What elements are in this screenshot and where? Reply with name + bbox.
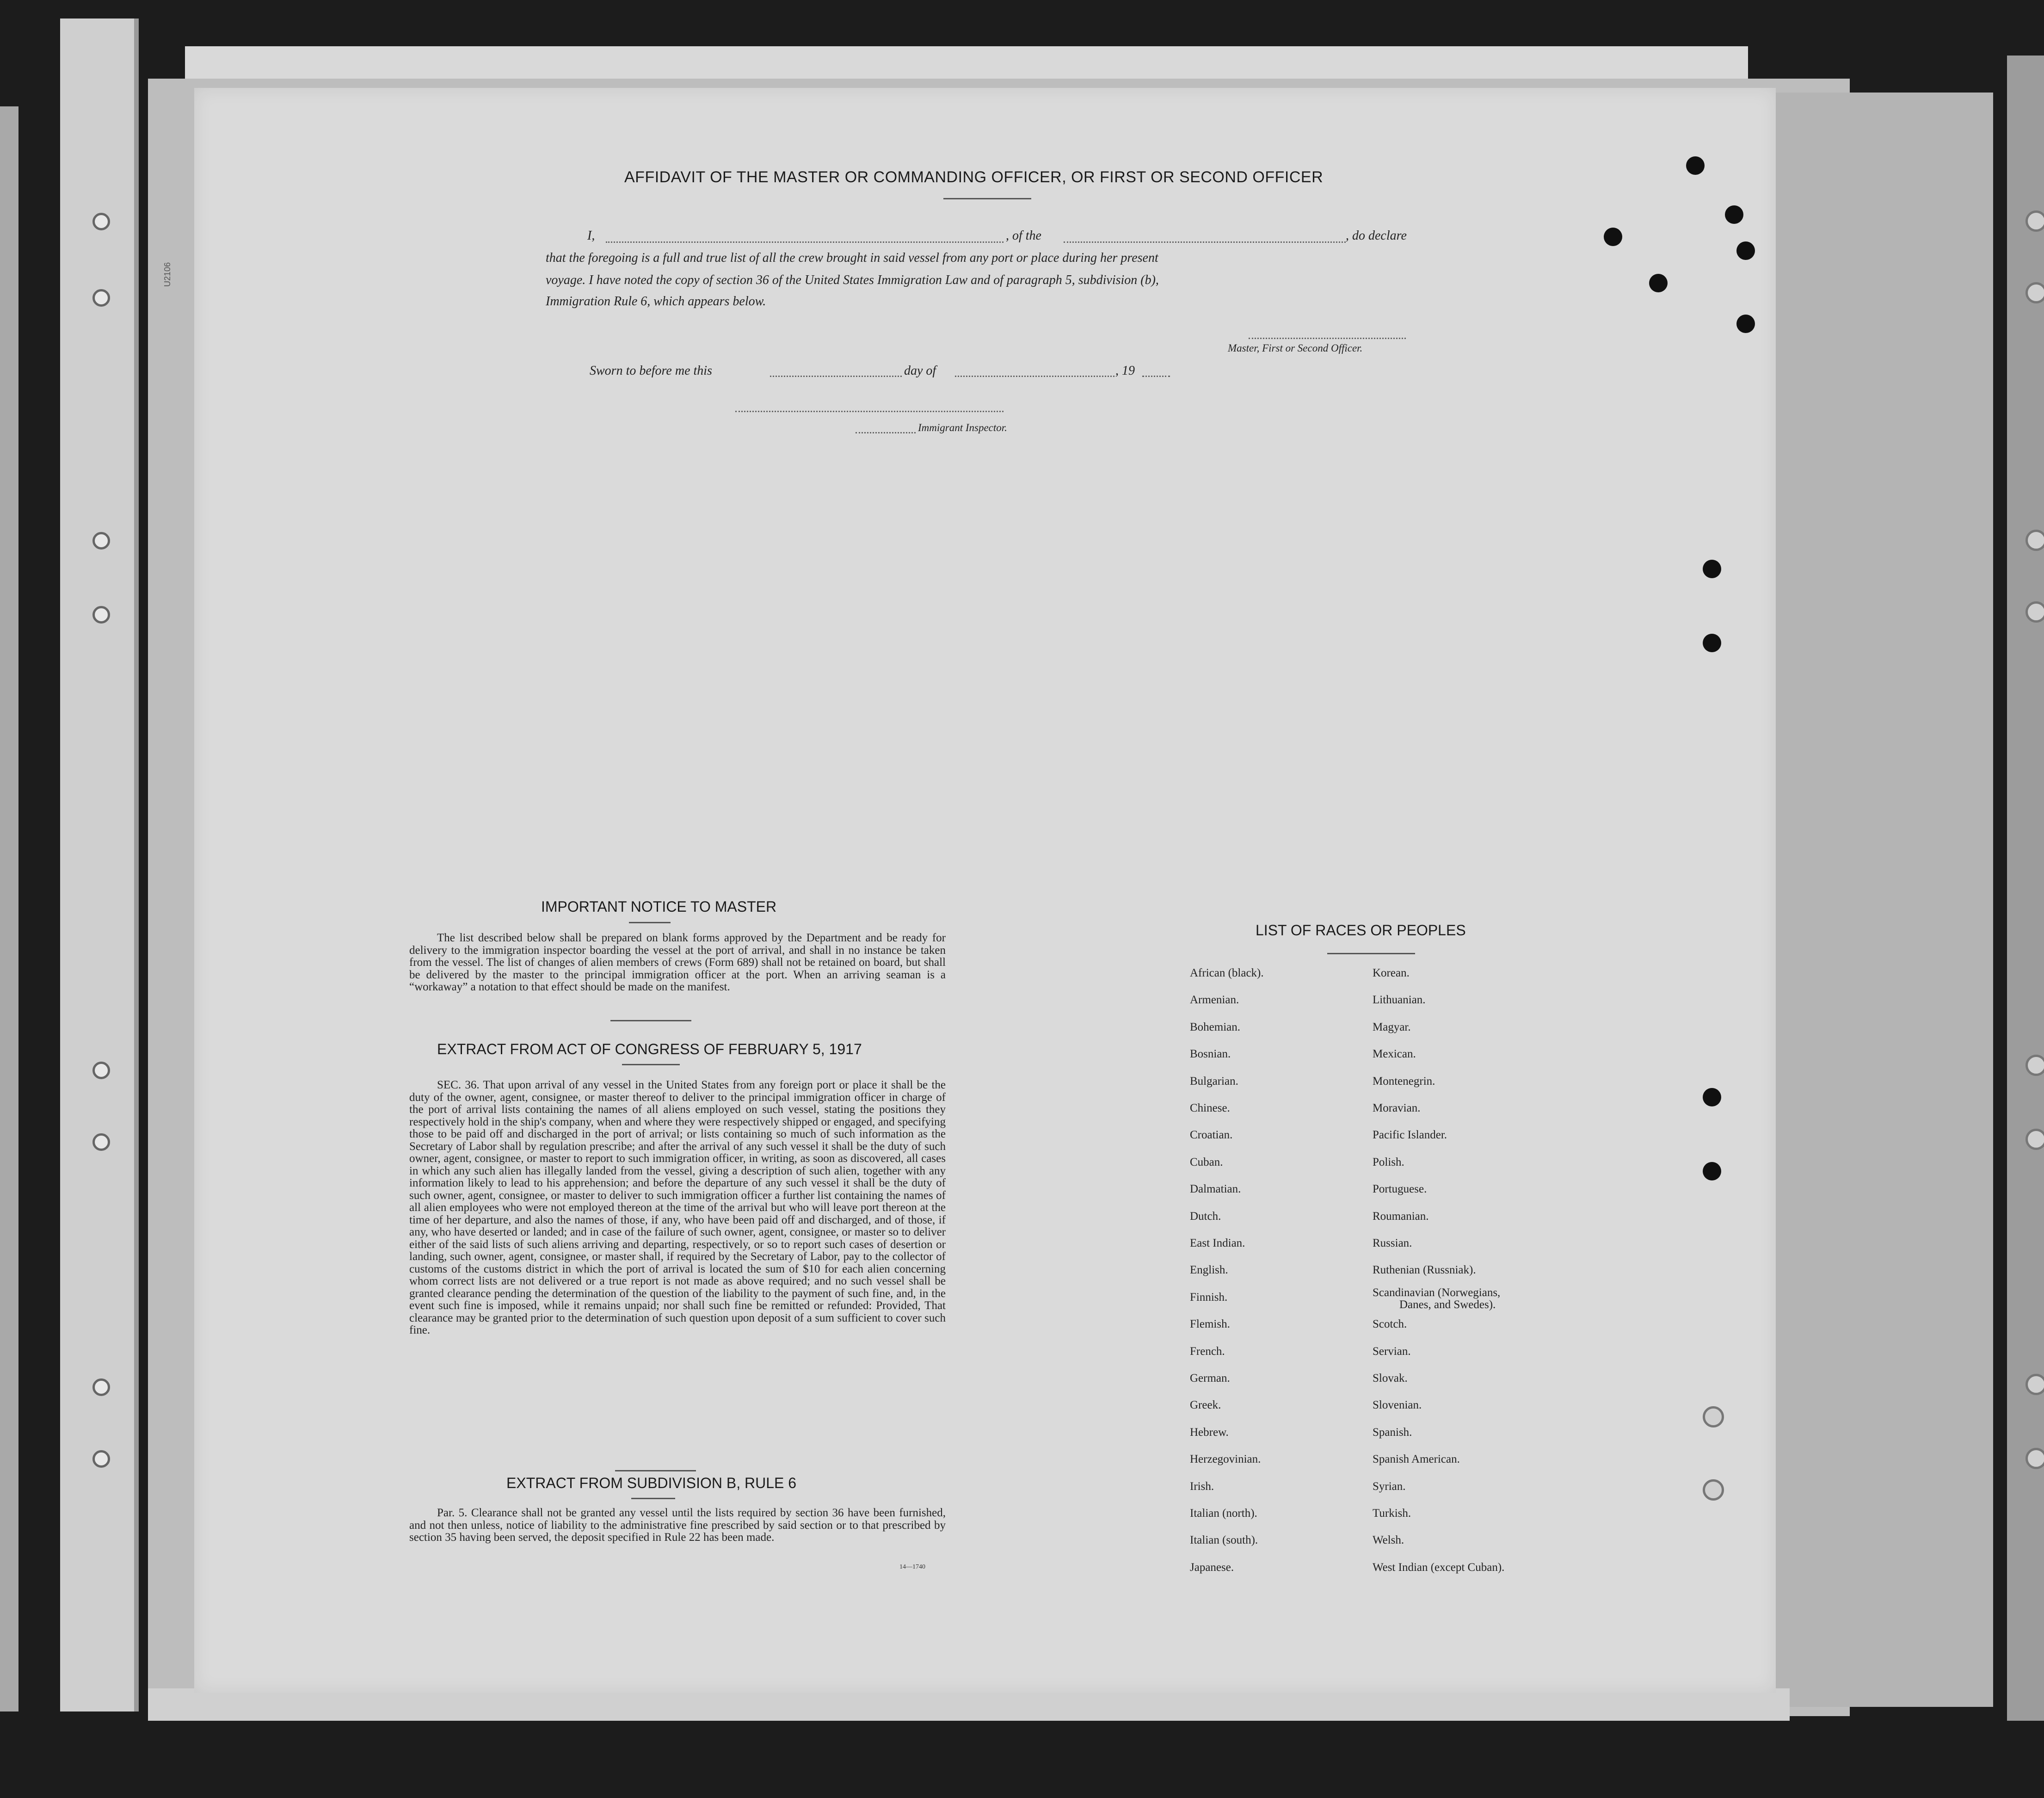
punch-hole-icon [1703, 1162, 1721, 1180]
race-item: Roumanian. [1373, 1210, 1429, 1223]
race-item: African (black). [1190, 967, 1264, 979]
race-item: Irish. [1190, 1480, 1214, 1493]
race-item: Herzegovinian. [1190, 1453, 1261, 1466]
binder-hole-icon [2026, 601, 2044, 623]
race-item: Armenian. [1190, 994, 1239, 1007]
race-item: Greek. [1190, 1399, 1221, 1412]
race-item: Flemish. [1190, 1318, 1230, 1331]
inspector-signature-field[interactable] [735, 411, 1004, 412]
binder-hole-icon [2026, 1448, 2044, 1469]
signature-field[interactable] [1249, 338, 1406, 339]
rule-title: EXTRACT FROM SUBDIVISION B, RULE 6 [506, 1475, 797, 1491]
race-item: Moravian. [1373, 1102, 1421, 1114]
notice-paragraph: The list described below shall be prepared on blank forms approved by the Department and be ready for delivery to the immigration inspector boarding the vessel at the port of arrival, and shall in no instance be taken from the vessel. The list of changes of alien members of crews (Form 689) shall not be retained on board, but shall be delivered by the master to the principal immigration officer at the port. When an arriving seaman is a “workaway” a notation to that effect should be made on the manifest. [409, 932, 946, 993]
day-of-label: day of [904, 364, 936, 378]
punch-hole-icon [1703, 560, 1721, 578]
notice-body [409, 932, 946, 994]
race-item: Mexican. [1373, 1048, 1416, 1061]
sworn-month-field[interactable] [955, 376, 1114, 377]
binder-hole-icon [2026, 1129, 2044, 1150]
left-binder-strip [0, 106, 18, 1711]
race-item: Slovak. [1373, 1372, 1408, 1384]
punch-hole-icon [1686, 156, 1705, 175]
affidavit-i: I, [587, 229, 595, 243]
race-item: Italian (north). [1190, 1507, 1257, 1520]
race-item: Cuban. [1190, 1155, 1223, 1168]
race-item: Spanish American. [1373, 1453, 1460, 1466]
races-title: LIST OF RACES OR PEOPLES [1256, 922, 1466, 939]
race-item: Japanese. [1190, 1561, 1234, 1574]
punch-hole-icon [1703, 1406, 1724, 1427]
punch-hole-icon [1703, 634, 1721, 652]
binder-hole-icon [2026, 1374, 2044, 1395]
rule-rule [631, 1498, 675, 1499]
binder-hole-icon [2026, 530, 2044, 551]
binder-hole-icon [92, 1378, 110, 1396]
race-item: Lithuanian. [1373, 994, 1426, 1007]
race-item: Dutch. [1190, 1210, 1221, 1223]
sworn-day-field[interactable] [770, 376, 902, 377]
rule-body [409, 1507, 946, 1544]
affidavit-of-the: , of the [1006, 229, 1041, 243]
affidavit-line-2: that the foregoing is a full and true list of all the crew brought in said vessel from any port or place during her present [546, 251, 1158, 265]
race-item: Bohemian. [1190, 1020, 1241, 1033]
affidavit-line-4: Immigration Rule 6, which appears below. [546, 294, 766, 309]
year-label: , 19 [1115, 364, 1135, 378]
race-item: Turkish. [1373, 1507, 1411, 1520]
document-page [194, 88, 1776, 1693]
notice-rule [629, 922, 671, 923]
act-title: EXTRACT FROM ACT OF CONGRESS OF FEBRUARY 5, 1917 [437, 1041, 862, 1057]
binder-hole-icon [92, 289, 110, 307]
race-item: East Indian. [1190, 1237, 1245, 1249]
race-item: Spanish. [1373, 1426, 1412, 1439]
race-item: Portuguese. [1373, 1183, 1427, 1196]
inspector-caption: Immigrant Inspector. [918, 422, 1007, 433]
race-item: Hebrew. [1190, 1426, 1229, 1439]
affidavit-line-3: voyage. I have noted the copy of section 36 of the United States Immigration Law and of paragraph 5, subdivision (b), [546, 273, 1159, 287]
punch-hole-icon [1736, 315, 1755, 333]
stacked-pages-bottom [148, 1688, 1790, 1721]
race-item: Slovenian. [1373, 1399, 1422, 1412]
right-binder-board [1771, 93, 1993, 1707]
race-item-continuation: Danes, and Swedes). [1399, 1298, 1496, 1311]
race-item: Pacific Islander. [1373, 1129, 1447, 1142]
races-rule [1327, 953, 1415, 954]
race-item: Finnish. [1190, 1291, 1228, 1304]
race-item: Bulgarian. [1190, 1075, 1238, 1087]
section-rule [615, 1470, 696, 1471]
binder-hole-icon [92, 1062, 110, 1079]
binder-hole-icon [92, 1450, 110, 1468]
rule-paragraph: Par. 5. Clearance shall not be granted any vessel until the lists required by section 36 have been furnished, and not then unless, notice of liability to the administrative fine prescribed by said section or to that prescribed by section 35 having been served, the deposit specified in Rule 22 has been made. [409, 1507, 946, 1544]
race-item: Italian (south). [1190, 1534, 1258, 1547]
notice-title: IMPORTANT NOTICE TO MASTER [541, 898, 777, 915]
binder-hole-icon [2026, 1055, 2044, 1076]
race-item: Montenegrin. [1373, 1075, 1435, 1087]
race-item: Magyar. [1373, 1020, 1411, 1033]
form-number: 14—1740 [899, 1563, 925, 1570]
name-field[interactable] [606, 241, 1004, 243]
sworn-label: Sworn to before me this [590, 364, 712, 378]
act-paragraph: SEC. 36. That upon arrival of any vessel in the United States from any foreign port or place it shall be the duty of the owner, agent, consignee, or master thereof to deliver to the principal immigration officer in charge of the port of arrival lists containing the names of all aliens employed on such vessel, stating the positions they respectively hold in the ship's company, when and where they were respectively shipped or engaged, and specifying those to be paid off and discharged in the port of arrival; or lists containing so much of such information as the Secretary of Labor shall by regulation prescribe; and after the arrival of any such vessel it shall be the duty of such owner, agent, consignee, or master to report to such immigration officer, in writing, as soon as discovered, all cases in which any such alien has illegally landed from the vessel, giving a description of such alien, together with any information likely to lead to his apprehension; and before the departure of any such vessel it shall be the duty of such owner, agent, consignee, or master to deliver to such immigration officer a further list containing the names of all alien employees who were not employed thereon at the time of the arrival but who will leave port thereon at the time of her departure, and also the names of those, if any, who have been paid off and discharged, and of those, if any, who have deserted or landed; and in case of the failure of such owner, agent, consignee, or master so to deliver either of the said lists of such aliens arriving and departing, respectively, or so to report such cases of desertion or landing, such owner, agent, consignee, or master shall, if required by the Secretary of Labor, pay to the collector of customs of the customs district in which the port of arrival is located the sum of $10 for each alien concerning whom correct lists are not delivered or a true report is not made as above required; and no such vessel shall be granted clearance pending the determination of the question of the liability to the payment of such fine, and, in the event such fine is imposed, while it remains unpaid; nor shall such fine be remitted or refunded: Provided, That clearance may be granted prior to the determination of such question upon deposit of a sum sufficient to cover such fine. [409, 1079, 946, 1336]
race-item: English. [1190, 1264, 1228, 1277]
punch-hole-icon [1703, 1479, 1724, 1501]
race-item: Russian. [1373, 1237, 1412, 1249]
binder-hole-icon [92, 532, 110, 550]
punch-hole-icon [1649, 274, 1668, 292]
binder-hole-icon [92, 606, 110, 624]
binder-hole-icon [92, 1133, 110, 1151]
race-item: Welsh. [1373, 1534, 1404, 1547]
race-item: Scandinavian (Norwegians, [1373, 1286, 1501, 1299]
race-item: Ruthenian (Russniak). [1373, 1264, 1476, 1277]
punch-hole-icon [1703, 1088, 1721, 1106]
race-item: Bosnian. [1190, 1048, 1231, 1061]
title-rule [943, 198, 1031, 199]
inspector-dots [856, 432, 916, 433]
signature-caption: Master, First or Second Officer. [1228, 342, 1363, 354]
punch-hole-icon [1736, 241, 1755, 260]
vessel-field[interactable] [1064, 241, 1346, 243]
race-item: Korean. [1373, 967, 1410, 979]
race-item: Chinese. [1190, 1102, 1230, 1114]
race-item: Dalmatian. [1190, 1183, 1241, 1196]
affidavit-do-declare: , do declare [1346, 229, 1407, 243]
binder-hole-icon [2026, 282, 2044, 303]
binder-hole-icon [2026, 210, 2044, 232]
act-body [409, 1079, 946, 1337]
binder-hole-icon [92, 213, 110, 230]
race-item: French. [1190, 1345, 1225, 1358]
race-item: German. [1190, 1372, 1230, 1384]
race-item: Servian. [1373, 1345, 1411, 1358]
affidavit-title: AFFIDAVIT OF THE MASTER OR COMMANDING OFFICER, OR FIRST OR SECOND OFFICER [624, 168, 1324, 186]
side-code: U2106 [163, 262, 172, 287]
race-item: Syrian. [1373, 1480, 1406, 1493]
section-rule [610, 1020, 691, 1021]
race-item: West Indian (except Cuban). [1373, 1561, 1505, 1574]
punch-hole-icon [1725, 205, 1743, 224]
act-rule [622, 1064, 680, 1065]
race-item: Scotch. [1373, 1318, 1407, 1331]
right-binder-strip [2007, 56, 2044, 1721]
sworn-year-field[interactable] [1142, 376, 1170, 377]
punch-hole-icon [1604, 228, 1622, 246]
race-item: Croatian. [1190, 1129, 1233, 1142]
race-item: Polish. [1373, 1155, 1404, 1168]
